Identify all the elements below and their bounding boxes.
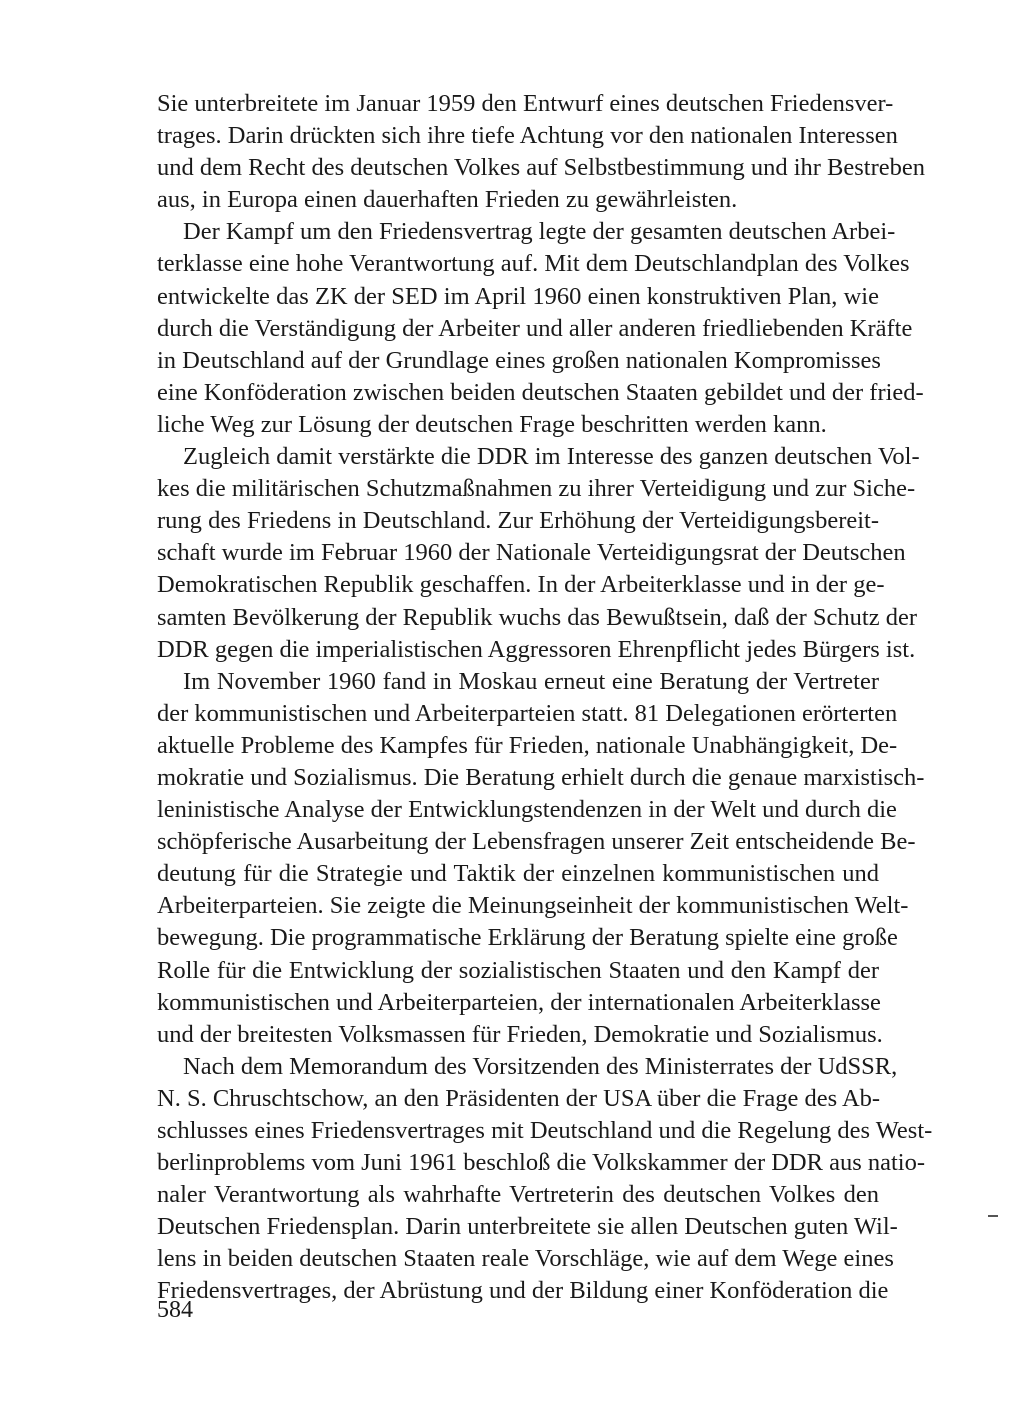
- text-line: der kommunistischen und Arbeiterparteien statt. 81 Delegationen erörterten: [157, 699, 898, 727]
- text-line: Friedensvertrages, der Abrüstung und der Bildung einer Konföderation die: [157, 1277, 889, 1305]
- text-line: Arbeiterparteien. Sie zeigte die Meinungseinheit der kommunistischen Welt-: [157, 892, 909, 920]
- text-line: durch die Verständigung der Arbeiter und aller anderen friedliebenden Kräfte: [157, 314, 913, 342]
- text-line: Im November 1960 fand in Moskau erneut eine Beratung der Vertreter: [183, 667, 879, 695]
- text-line: schlusses eines Friedensvertrages mit Deutschland und die Regelung des West-: [157, 1117, 933, 1144]
- body-text: [157, 88, 933, 1308]
- text-line: Sie unterbreitete im Januar 1959 den Entwurf eines deutschen Friedensver-: [157, 90, 894, 117]
- text-line: deutung für die Strategie und Taktik der einzelnen kommunistischen und: [157, 860, 879, 888]
- text-line: aus, in Europa einen dauerhaften Frieden zu gewährleisten.: [157, 186, 738, 214]
- text-line: Zugleich damit verstärkte die DDR im Interesse des ganzen deutschen Vol-: [183, 443, 920, 471]
- text-line: trages. Darin drückten sich ihre tiefe Achtung vor den nationalen Interessen: [157, 122, 898, 150]
- text-line: bewegung. Die programmatische Erklärung der Beratung spielte eine große: [157, 924, 898, 952]
- text-line: und dem Recht des deutschen Volkes auf Selbstbestimmung und ihr Bestreben: [157, 154, 926, 182]
- text-line: DDR gegen die imperialistischen Aggressoren Ehrenpflicht jedes Bürgers ist.: [157, 635, 916, 663]
- text-line: berlinproblems vom Juni 1961 beschloß die Volkskammer der DDR aus natio-: [157, 1149, 926, 1177]
- text-line: entwickelte das ZK der SED im April 1960 einen konstruktiven Plan, wie: [157, 282, 879, 310]
- text-line: liche Weg zur Lösung der deutschen Frage beschritten werden kann.: [157, 410, 827, 438]
- text-line: N. S. Chruschtschow, an den Präsidenten der USA über die Frage des Ab-: [157, 1084, 881, 1112]
- text-line: eine Konföderation zwischen beiden deutschen Staaten gebildet und der fried-: [157, 378, 924, 406]
- text-line: aktuelle Probleme des Kampfes für Frieden, nationale Unabhängigkeit, De-: [157, 731, 898, 759]
- text-line: in Deutschland auf der Grundlage eines großen nationalen Kompromisses: [157, 346, 881, 374]
- text-line: kes die militärischen Schutzmaßnahmen zu ihrer Verteidigung und zur Siche-: [157, 475, 916, 503]
- paragraph-5: [157, 1051, 933, 1308]
- text-line: schöpferische Ausarbeitung der Lebensfragen unserer Zeit entscheidende Be-: [157, 828, 916, 856]
- text-line: terklasse eine hohe Verantwortung auf. Mit dem Deutschlandplan des Volkes: [157, 250, 910, 278]
- text-line: kommunistischen und Arbeiterparteien, der internationalen Arbeiterklasse: [157, 988, 881, 1016]
- text-line: Rolle für die Entwicklung der sozialistischen Staaten und den Kampf der: [157, 956, 879, 984]
- text-line: schaft wurde im Februar 1960 der Nationale Verteidigungsrat der Deutschen: [157, 539, 906, 567]
- text-line: samten Bevölkerung der Republik wuchs das Bewußtsein, daß der Schutz der: [157, 603, 918, 631]
- text-line: Nach dem Memorandum des Vorsitzenden des Ministerrates der UdSSR,: [183, 1052, 898, 1080]
- text-line: rung des Friedens in Deutschland. Zur Erhöhung der Verteidigungsbereit-: [157, 507, 879, 535]
- text-line: Deutschen Friedensplan. Darin unterbreitete sie allen Deutschen guten Wil-: [157, 1213, 898, 1241]
- text-line: Demokratischen Republik geschaffen. In der Arbeiterklasse und in der ge-: [157, 571, 885, 599]
- paragraph-3: [157, 441, 920, 666]
- text-line: und der breitesten Volksmassen für Frieden, Demokratie und Sozialismus.: [157, 1020, 883, 1048]
- paragraph-2: [157, 216, 924, 441]
- page-number: 584: [157, 1297, 193, 1323]
- text-line: naler Verantwortung als wahrhafte Vertreterin des deutschen Volkes den: [157, 1181, 879, 1209]
- text-line: leninistische Analyse der Entwicklungstendenzen in der Welt und durch die: [157, 796, 897, 824]
- margin-mark: [988, 1215, 998, 1217]
- paragraph-4: [157, 666, 925, 1051]
- text-line: lens in beiden deutschen Staaten reale Vorschläge, wie auf dem Wege eines: [157, 1245, 894, 1273]
- text-line: mokratie und Sozialismus. Die Beratung erhielt durch die genaue marxistisch-: [157, 763, 925, 791]
- text-line: Der Kampf um den Friedensvertrag legte der gesamten deutschen Arbei-: [183, 218, 896, 246]
- paragraph-1: [157, 88, 926, 216]
